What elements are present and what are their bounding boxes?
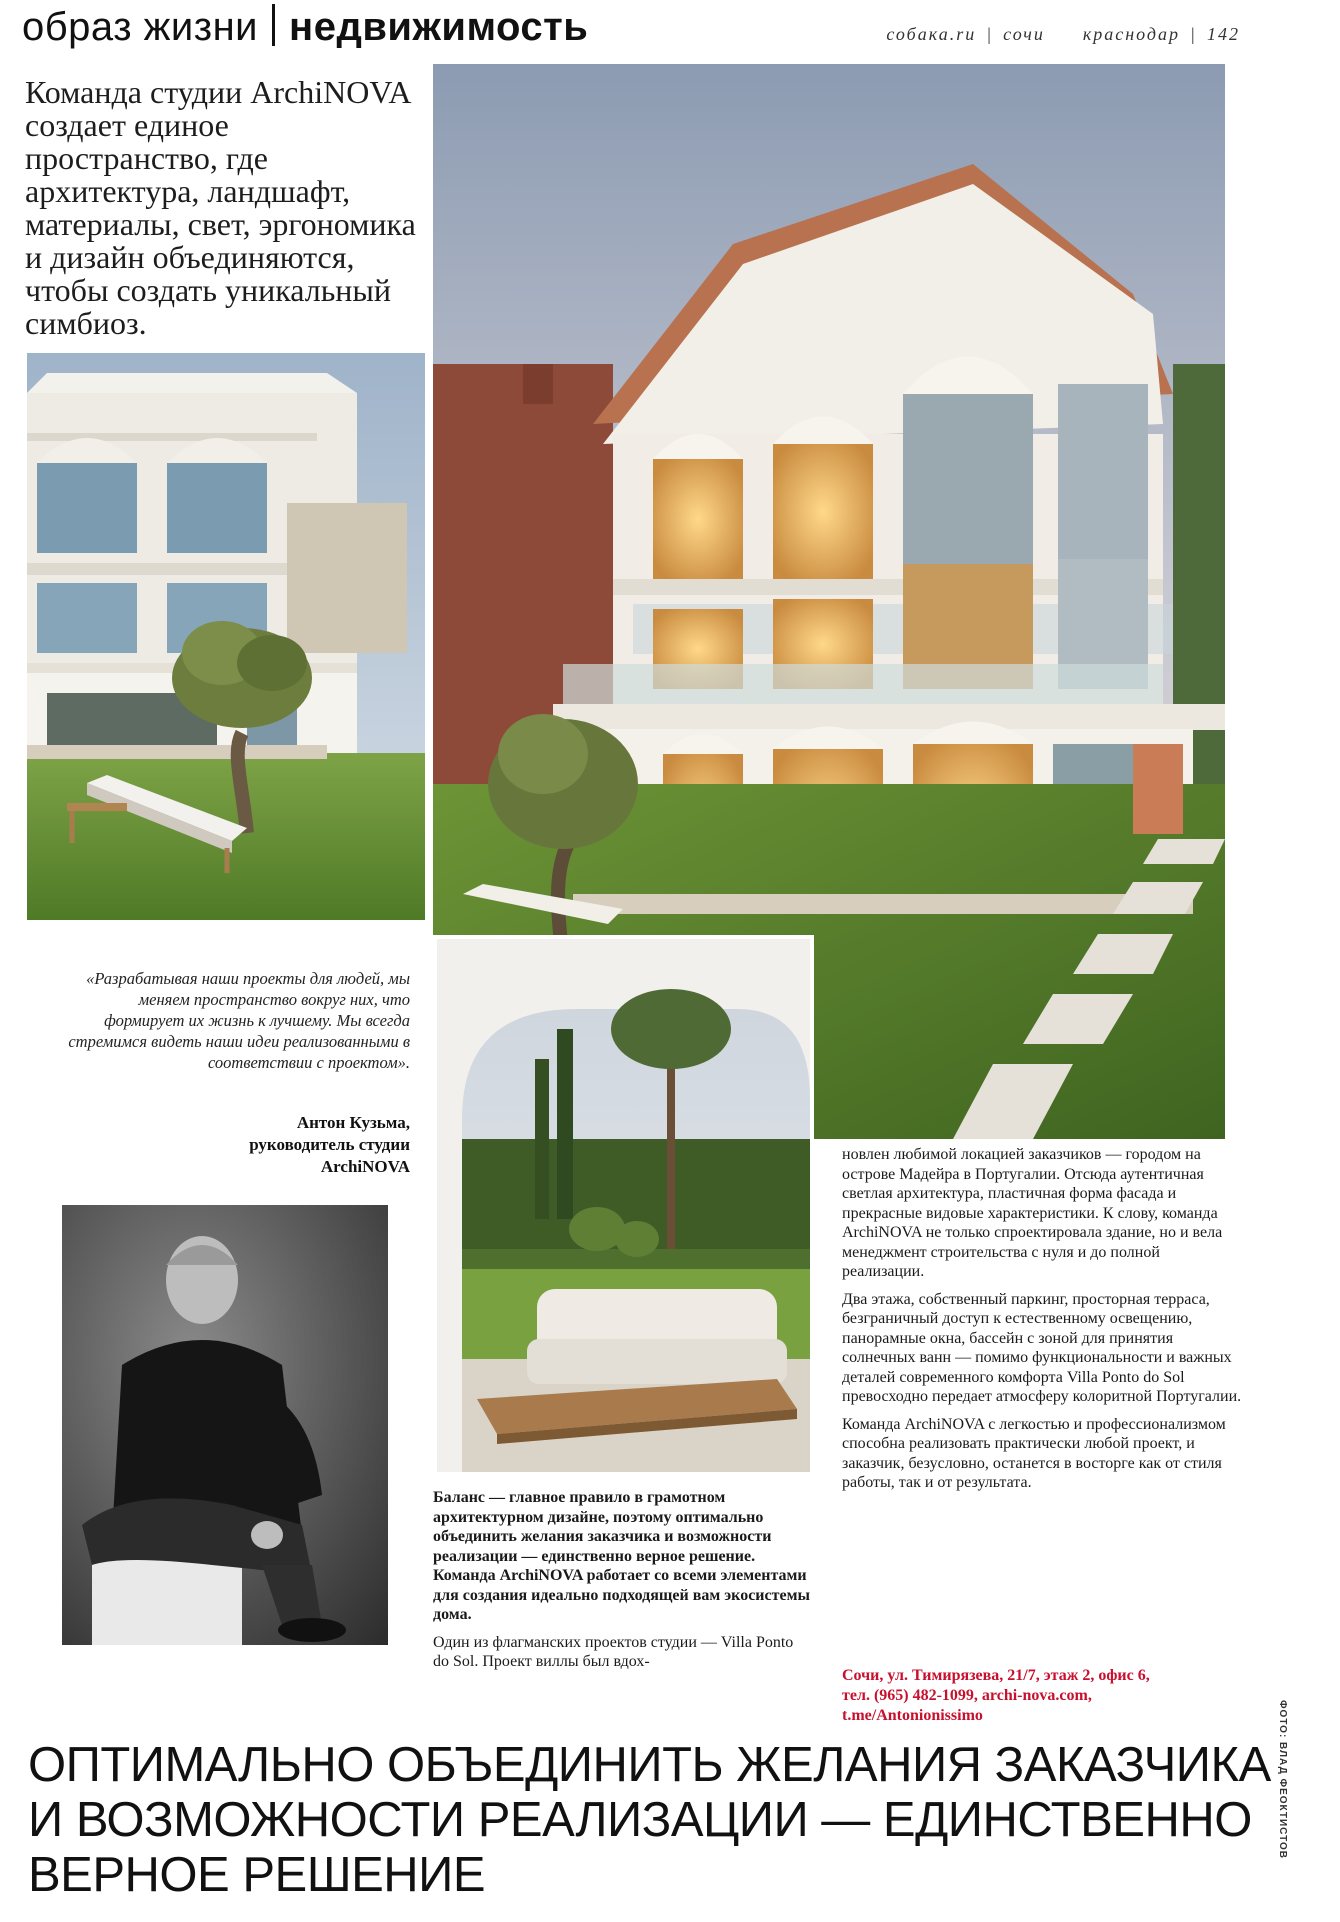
body-paragraph: Один из флагманских проектов студии — Villa Ponto do Sol. Проект виллы был вдох-	[433, 1633, 794, 1670]
city-krasnodar: краснодар	[1082, 24, 1181, 44]
page-number: 142	[1207, 24, 1240, 44]
quote-text: «Разрабатывая наши проекты для людей, мы меняем пространство вокруг них, что формирует их жизнь к лучшему. Мы всегда стремимся видеть наши идеи реализованными в соответствии с проектом».	[68, 969, 410, 1072]
photo-credit-text: ФОТО: ВЛАД ФЕОКТИСТОВ	[1277, 1700, 1288, 1860]
pull-headline: ОПТИМАЛЬНО ОБЪЕДИНИТЬ ЖЕЛАНИЯ ЗАКАЗЧИКА И ВОЗМОЖНОСТИ РЕАЛИЗАЦИИ — ЕДИНСТВЕННО ВЕРНОЕ РЕШЕНИЕ	[28, 1738, 1271, 1902]
author-company: ArchiNOVA	[320, 1157, 410, 1176]
intro-text: Команда студии ArchiNOVA создает единое пространство, где архитектура, ландшафт, материалы, свет, эргономика и дизайн объединяются, чтобы создать уникальный симбиоз.	[25, 74, 416, 341]
lead-paragraph: Баланс — главное правило в грамотном архитектурном дизайне, поэтому оптимально объединить желания заказчика и возможности реализации — единственно верное решение. Команда ArchiNOVA работает со всеми элементами для создания идеально подходящей вам экосистемы дома.	[433, 1489, 810, 1623]
author-role: руководитель студии	[249, 1135, 410, 1154]
photo-credit	[1270, 1700, 1294, 1900]
article-column-1	[433, 1488, 811, 1680]
section-title: образ жизни	[22, 5, 259, 49]
body-paragraph: новлен любимой локацией заказчиков — городом на острове Мадейра в Португалии. Отсюда аутентичная светлая архитектура, пластичная форма фасада и прекрасные видовые характеристики. К слову, команда ArchiNOVA не только спроектировала здание, но и вела менеджмент строительства с нуля и до полной реализации.	[842, 1146, 1223, 1280]
body-paragraph: Команда ArchiNOVA с легкостью и профессионализмом способна реализовать практически любой проект, и заказчик, безусловно, останется в восторге как от стиля работы, так и от результата.	[842, 1415, 1226, 1491]
city-sochi: сочи	[1003, 24, 1045, 44]
contact-phone-site[interactable]: тел. (965) 482-1099, archi-nova.com,	[842, 1687, 1092, 1704]
site-name: собака.ru	[886, 24, 977, 44]
villa-side-photo	[27, 353, 425, 920]
terrace-sofa-photo	[433, 935, 814, 1476]
section-header	[22, 4, 588, 50]
subsection-title: недвижимость	[289, 5, 589, 49]
author-name: Антон Кузьма,	[296, 1113, 410, 1132]
contact-address: Сочи, ул. Тимирязева, 21/7, этаж 2, офис 6,	[842, 1667, 1150, 1684]
portrait-photo	[62, 1205, 388, 1645]
running-head: собака.ru | сочи краснодар | 142	[886, 24, 1240, 44]
contact-info	[842, 1666, 1242, 1726]
body-paragraph: Два этажа, собственный паркинг, просторная терраса, безграничный доступ к естественному освещению, панорамные окна, бассейн с зоной для принятия солнечных ванн — помимо функциональности и важных деталей современного комфорта Villa Ponto do Sol превосходно передает атмосферу колоритной Португалии.	[842, 1290, 1242, 1405]
article-column-2	[842, 1145, 1242, 1501]
contact-telegram[interactable]: t.me/Antonionissimo	[842, 1707, 983, 1724]
quote-author	[60, 1112, 410, 1178]
header-divider	[272, 4, 275, 46]
